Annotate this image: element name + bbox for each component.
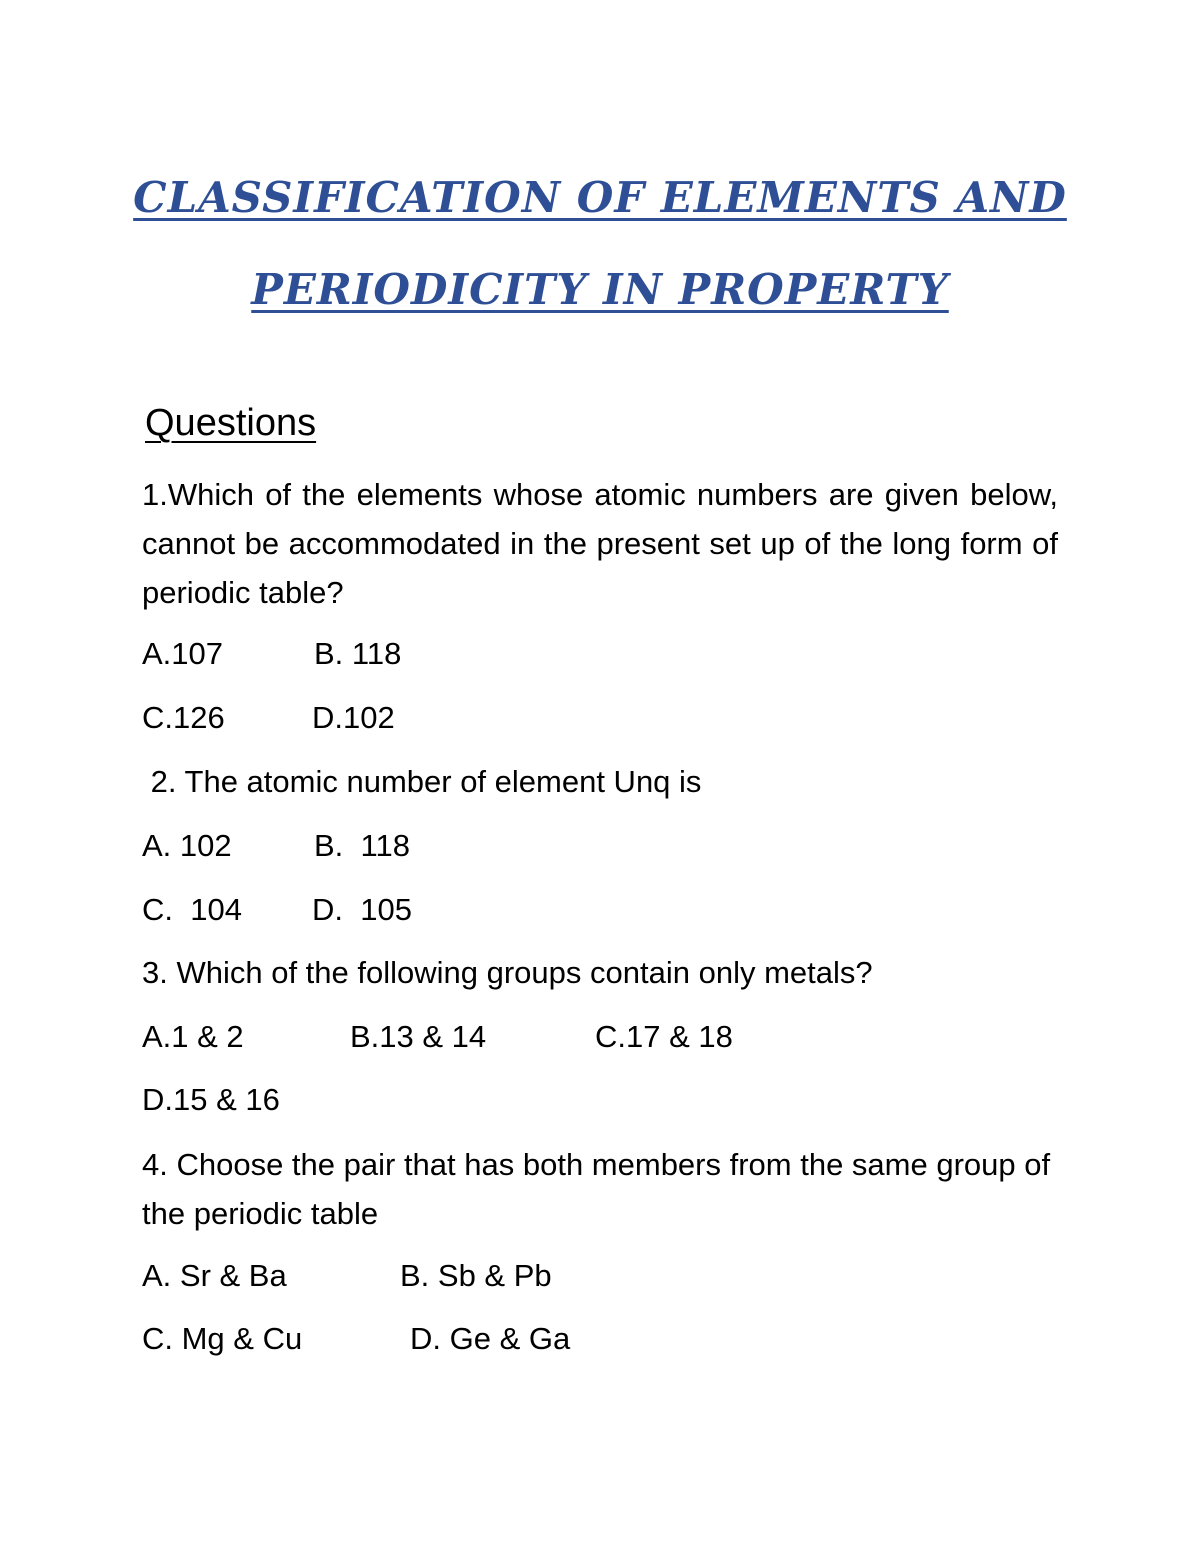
question-2-option-b: B. 118 bbox=[314, 828, 410, 863]
question-2-option-d: D. 105 bbox=[312, 892, 412, 927]
question-1-text: 1.Which of the elements whose atomic numbers are given below, cannot be accommodated in the present set up of the long form of periodic table? bbox=[142, 477, 1058, 610]
question-3-option-a: A.1 & 2 bbox=[142, 1019, 244, 1054]
question-2-option-c: C. 104 bbox=[142, 892, 242, 927]
section-heading: Questions bbox=[145, 402, 317, 444]
document-title-line-2: PERIODICITY IN PROPERTY bbox=[251, 265, 949, 314]
question-4-option-c: C. Mg & Cu bbox=[142, 1321, 303, 1356]
question-3-text: 3. Which of the following groups contain only metals? bbox=[142, 955, 873, 990]
question-4-text: 4. Choose the pair that has both members from the same group of the periodic table bbox=[142, 1147, 1051, 1231]
document-title-line-1: CLASSIFICATION OF ELEMENTS AND bbox=[133, 173, 1067, 222]
question-2-text: 2. The atomic number of element Unq is bbox=[142, 764, 702, 799]
question-4-option-a: A. Sr & Ba bbox=[142, 1258, 287, 1293]
question-1-option-d: D.102 bbox=[312, 700, 395, 735]
question-1-option-c: C.126 bbox=[142, 700, 225, 735]
question-2-option-a: A. 102 bbox=[142, 828, 232, 863]
question-3-option-c: C.17 & 18 bbox=[595, 1019, 733, 1054]
question-1-option-b: B. 118 bbox=[314, 636, 402, 671]
question-3-option-d: D.15 & 16 bbox=[142, 1082, 280, 1117]
question-1-option-a: A.107 bbox=[142, 636, 224, 671]
question-4-option-b: B. Sb & Pb bbox=[400, 1258, 552, 1293]
question-3-option-b: B.13 & 14 bbox=[350, 1019, 487, 1054]
question-4-option-d: D. Ge & Ga bbox=[410, 1321, 571, 1356]
